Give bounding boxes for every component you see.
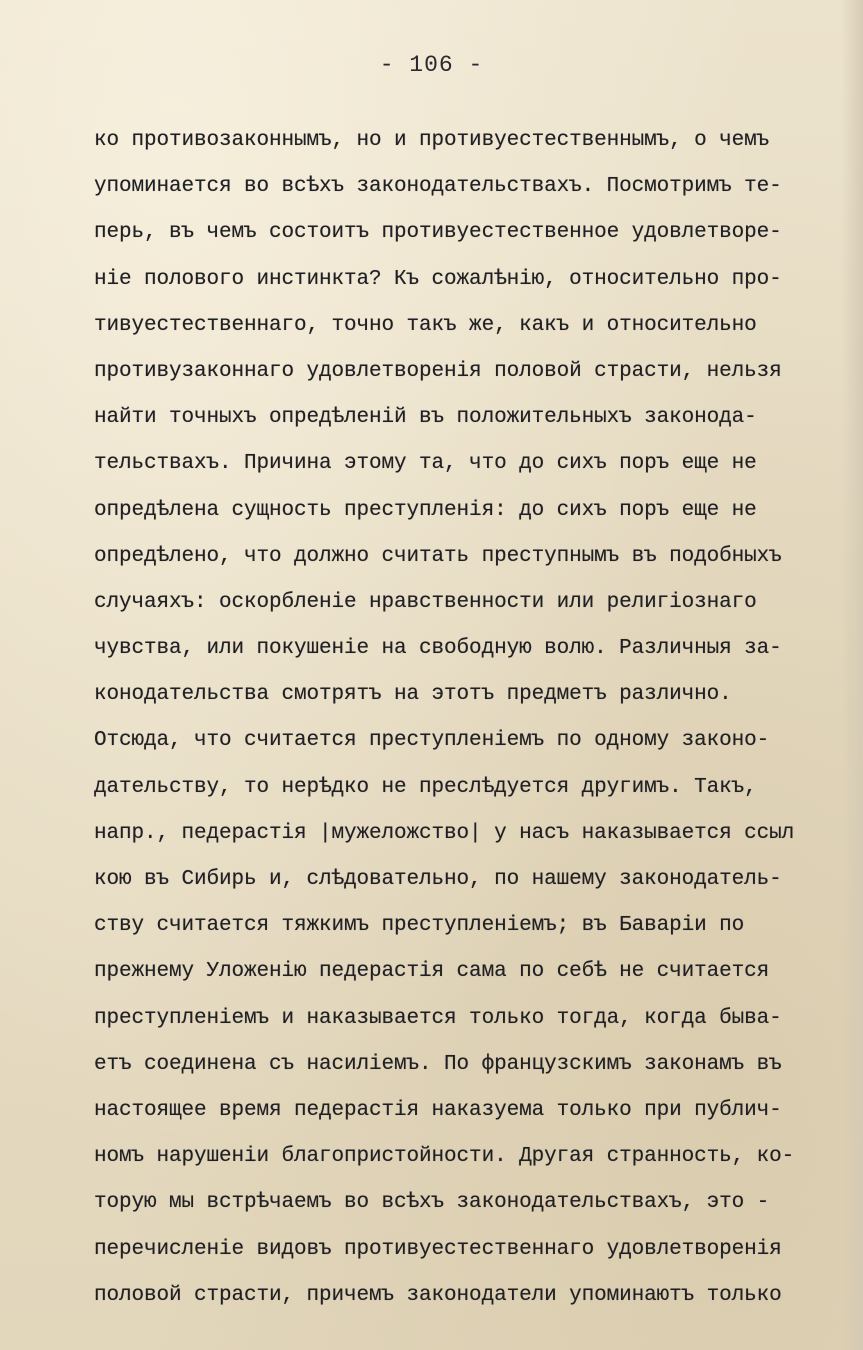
text-line-24: торую мы встрѣчаемъ во всѣхъ законодательствахъ, это - (94, 1191, 770, 1215)
text-line-22: настоящее время педерастiя наказуема только при публич- (94, 1098, 782, 1122)
text-line-17: кою въ Сибирь и, слѣдовательно, по нашему законодатель- (94, 868, 782, 891)
text-line-26: половой страсти, причемъ законодатели упоминаютъ только (94, 1283, 782, 1307)
text-line-23: номъ нарушенiи благопристойности. Другая странность, ко- (94, 1145, 795, 1169)
text-line-5: тивуестественнаго, точно такъ же, какъ и относительно (94, 313, 757, 337)
text-line-4: нiе полового инстинкта? Къ сожалѣнiю, относительно про- (94, 267, 782, 291)
text-line-19: прежнему Уложенiю педерастiя сама по себѣ не считается (94, 960, 770, 984)
text-line-12: чувства, или покушенiе на свободную волю. Различныя за- (94, 637, 782, 661)
text-line-20: преступленiемъ и наказывается только тогда, когда быва- (94, 1006, 782, 1030)
text-line-13: конодательства смотрятъ на этотъ предметъ различно. (94, 683, 732, 707)
text-line-25: перечисленiе видовъ противуестественнаго удовлетворенiя (94, 1237, 782, 1261)
text-line-6: противузаконнаго удовлетворенiя половой страсти, нельзя (94, 359, 782, 383)
text-line-11: случаяхъ: оскорбленiе нравственности или религiознаго (94, 590, 757, 614)
text-line-15: дательству, то нерѣдко не преслѣдуется другимъ. Такъ, (94, 775, 757, 799)
text-line-10: опредѣлено, что должно считать преступнымъ въ подобныхъ (94, 544, 782, 568)
text-line-9: опредѣлена сущность преступленiя: до сихъ поръ еще не (94, 498, 757, 522)
text-line-8: тельствахъ. Причина этому та, что до сихъ поръ еще не (94, 452, 757, 476)
text-line-18: ству считается тяжкимъ преступленiемъ; въ Баварiи по (94, 914, 745, 938)
text-line-1: ко противозаконнымъ, но и противуестественнымъ, о чемъ (94, 129, 770, 152)
text-line-3: перь, въ чемъ состоитъ противуестественное удовлетворе- (94, 221, 782, 245)
text-line-21: етъ соединена съ насилiемъ. По французскимъ законамъ въ (94, 1052, 782, 1076)
page-number: - 106 - (379, 52, 484, 78)
text-line-7: найти точныхъ опредѣленiй въ положительныхъ законода- (94, 406, 757, 430)
text-line-2: упоминается во всѣхъ законодательствахъ. Посмотримъ те- (94, 175, 782, 199)
body-text (94, 118, 852, 1319)
text-line-16: напр., педерастiя |мужеложство| у насъ наказывается ссыл (94, 821, 795, 845)
text-line-14: Отсюда, что считается преступленiемъ по одному законо- (94, 729, 770, 753)
